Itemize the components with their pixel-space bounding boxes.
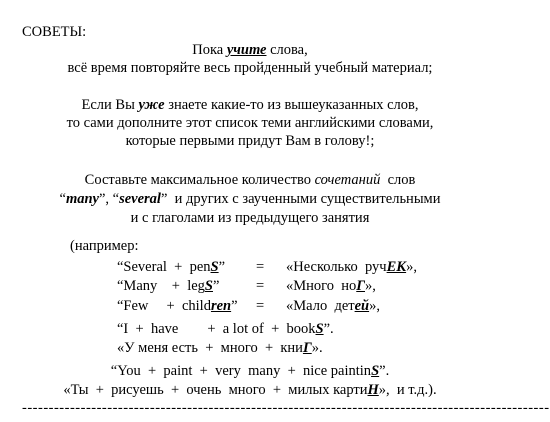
text: “Several + pen <box>117 259 211 275</box>
example-en-4 <box>117 321 334 338</box>
tip-3-line-2 <box>0 191 500 208</box>
text: ”. <box>323 321 334 337</box>
text: «Мало дет <box>286 298 355 314</box>
text: ” <box>231 298 238 314</box>
text: знаете какие-то из вышеуказанных слов, <box>164 97 419 113</box>
text: ”, “ <box>98 191 120 207</box>
text: «Несколько руч <box>286 259 387 275</box>
tip-1-line-2: всё время повторяйте весь пройденный учебный материал; <box>67 60 433 76</box>
equals-sign: = <box>256 278 265 294</box>
text: Если Вы <box>81 97 139 113</box>
example-ru-4 <box>117 340 323 357</box>
tip-3-line-1 <box>0 172 500 189</box>
example-intro: (например: <box>70 238 139 254</box>
example-en-2 <box>117 278 219 295</box>
emphasis-word: many <box>65 191 99 207</box>
example-ru-1 <box>286 259 417 276</box>
plural-ending: Г <box>356 278 366 294</box>
heading: СОВЕТЫ: <box>22 24 87 40</box>
text: «У меня есть + много + кни <box>117 340 303 356</box>
text: “You + paint + very many + nice paintin <box>110 363 372 379</box>
text: », <box>369 298 380 314</box>
plural-ending: S <box>315 321 324 337</box>
divider: --------------------------------------------------------------------------------------------------- <box>22 400 550 416</box>
text: “I + have + a lot of + book <box>117 321 316 337</box>
text: Пока <box>192 42 227 58</box>
plural-ending: ей <box>354 298 370 314</box>
example-ru-5 <box>0 382 500 399</box>
plural-ending: ЕК <box>386 259 407 275</box>
text: слова, <box>266 42 308 58</box>
emphasis-word: уже <box>138 97 165 113</box>
tip-2-line-1 <box>0 97 500 114</box>
text: “ <box>59 191 66 207</box>
text: ”. <box>379 363 390 379</box>
text: ». <box>311 340 323 356</box>
plural-ending: Г <box>302 340 312 356</box>
example-ru-2 <box>286 278 376 295</box>
text: «Много но <box>286 278 357 294</box>
emphasis-word: учите <box>226 42 267 58</box>
tip-2-line-2: то сами дополните этот список теми английскими словами, <box>66 115 434 131</box>
text: », <box>365 278 376 294</box>
tip-1-line-1 <box>0 42 500 59</box>
text: », <box>406 259 417 275</box>
equals-sign: = <box>256 259 265 275</box>
example-ru-3 <box>286 298 380 315</box>
plural-ending: ren <box>210 298 232 314</box>
text: “Many + leg <box>117 278 205 294</box>
equals-sign: = <box>256 298 265 314</box>
text: », и т.д.). <box>378 382 437 398</box>
plural-ending: S <box>371 363 380 379</box>
tip-3-line-3: и с глаголами из предыдущего занятия <box>130 210 370 226</box>
plural-ending: S <box>210 259 219 275</box>
example-en-3 <box>117 298 238 315</box>
emphasis-word: сочетаний <box>314 172 381 188</box>
plural-ending: Н <box>367 382 379 398</box>
text: ” и других с заученными существительными <box>160 191 441 207</box>
text: Составьте максимальное количество <box>84 172 315 188</box>
plural-ending: S <box>204 278 213 294</box>
example-en-1 <box>117 259 225 276</box>
text: ” <box>218 259 226 275</box>
text: слов <box>380 172 416 188</box>
text: «Ты + рисуешь + очень много + милых карти <box>63 382 368 398</box>
tip-2-line-3: которые первыми придут Вам в голову!; <box>125 133 375 149</box>
text: ” <box>212 278 220 294</box>
emphasis-word: several <box>119 191 161 207</box>
example-en-5 <box>0 363 500 380</box>
text: “Few + child <box>117 298 211 314</box>
